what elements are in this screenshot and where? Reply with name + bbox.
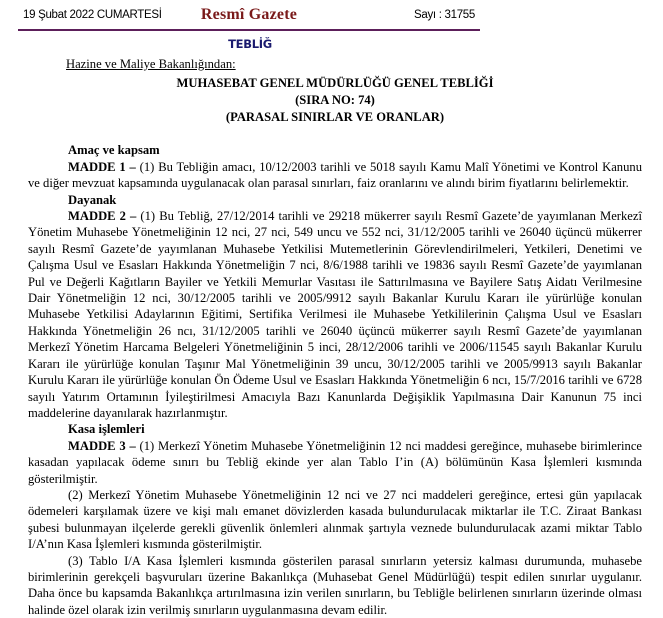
- section-heading: Dayanak: [68, 192, 117, 207]
- article-paragraph: [28, 208, 642, 421]
- issue-number: Sayı : 31755: [414, 9, 475, 21]
- title-line: (SIRA NO: 74): [295, 93, 375, 108]
- article-text: (1) Merkezî Yönetim Muhasebe Yönetmeliğinin 12 nci maddesi gereğince, muhasebe birimlerince kasadan yapılacak ödeme sınırı bu Tebliğ ekinde yer alan Tablo I’in (A) bölümünün Kasa İşlemleri kısmında gösterilmiştir.: [28, 438, 642, 486]
- article-text: (1) Bu Tebliğin amacı, 10/12/2003 tarihli ve 5018 sayılı Kamu Malî Yönetimi ve Kontrol Kanunu ve diğer mevzuat kapsamında uygulanacak olan parasal sınırları, faiz oranlarını ve alındı birim fiyatlarını belirlemektir.: [28, 159, 642, 191]
- title-line: MUHASEBAT GENEL MÜDÜRLÜĞÜ GENEL TEBLİĞİ: [176, 76, 494, 91]
- article-text: (1) Bu Tebliğ, 27/12/2014 tarihli ve 29218 mükerrer sayılı Resmî Gazete’de yayımlanan Merkezî Yönetim Muhasebe Yönetmeliğinin 12 nci, 27 nci, 549 uncu ve 552 nci, 31/12/2005 tarihli ve 26040 üçüncü mükerrer sayılı Resmî Gazete’de yayımlanan Muhasebe Yetkilisi Mutemetlerinin Görevlendirilmeleri, Yetkileri, Denetimi ve Çalışma Usul ve Esasları Hakkında Yönetmeliğin 7 nci, 8/6/1988 tarihli ve 19836 sayılı Resmî Gazete’de yayımlanan Pul ve Değerli Kağıtların Bayiler ve Yetkili Memurlar Vasıtası ile Sattırılmasına ve Bayilere Satış Aidatı Verilmesine Dair Yönetmeliğin 12 nci, 30/12/2005 tarihli ve 2005/9912 sayılı Bakanlar Kurulu Kararı ile yürürlüğe konulan Muhasebe Yetkilisi Adaylarının Eğitimi, Sertifika Verilmesi ile Muhasebe Yetkililerinin Çalışma Usul ve Esasları Hakkında Yönetmeliğin 26 ncı, 31/12/2005 tarihli ve 26040 üçüncü mükerrer sayılı Resmî Gazete’de yayımlanan Merkezî Yönetim Harcama Belgeleri Yönetmeliğinin 5 inci, 28/12/2006 tarihli ve 2006/11545 sayılı Bakanlar Kurulu Kararı ile yürürlüğe konulan Taşınır Mal Yönetmeliğinin 39 uncu, 30/12/2005 tarihli ve 2005/9913 sayılı Bakanlar Kurulu Kararı ile yürürlüğe konulan Ön Ödeme Usul ve Esasları Hakkında Yönetmeliğin 6 ncı, 15/7/2016 tarihli ve 6728 sayılı Yatırım Ortamının İyileştirilmesi Amacıyla Bazı Kanunlarda Değişiklik Yapılmasına Dair Kanunun 75 inci maddelerine dayanılarak hazırlanmıştır.: [28, 209, 642, 420]
- gazette-title: Resmî Gazete: [200, 6, 298, 23]
- issue-date: 19 Şubat 2022 CUMARTESİ: [23, 9, 162, 21]
- article-paragraph: [28, 487, 642, 553]
- document-body: [28, 56, 642, 618]
- article-paragraph: [28, 553, 642, 618]
- section-heading: Kasa işlemleri: [68, 422, 145, 437]
- article-text: (2) Merkezî Yönetim Muhasebe Yönetmeliğinin 12 nci ve 27 nci maddeleri gereğince, ertesi gün yapılacak ödemeleri karşılamak üzere ve kişi malı emanet dövizlerden kasada bulundurulacak miktarlar ile T.C. Ziraat Bankası şubesi bulunmayan ilçelerde gerekli güvenlik önlemleri alınmak şartıyla veznede bulundurulacak azami miktar Tablo I/A’nın Kasa İşlemleri kısmında gösterilmiştir.: [28, 487, 642, 552]
- article-label: MADDE 2 –: [68, 209, 137, 224]
- document-title: [28, 75, 642, 126]
- article-text: (3) Tablo I/A Kasa İşlemleri kısmında gösterilen parasal sınırların yetersiz kalması durumunda, muhasebe birimlerinin gerekçeli başvuruları üzerine Bakanlıkça (Muhasebat Genel Müdürlüğü) tespit edilen sınırlar uygulanır. Daha önce bu kapsamda Bakanlıkça artırılmasına izin verilen sınırların, bu Tebliğle belirlenen sınırların üzerinde olması halinde özel olarak izin verilmiş sınırların uygulanmasına devam edilir.: [28, 553, 642, 617]
- gazette-header: [18, 0, 480, 31]
- section-type: TEBLİĞ: [228, 37, 272, 51]
- title-line: (PARASAL SINIRLAR VE ORANLAR): [225, 110, 445, 125]
- ministry-name: Hazine ve Maliye Bakanlığından:: [66, 57, 236, 71]
- article-label: MADDE 3 –: [68, 438, 136, 453]
- article-label: MADDE 1 –: [68, 159, 136, 174]
- article-paragraph: [28, 438, 642, 487]
- article-paragraph: [28, 159, 642, 192]
- section-heading: Amaç ve kapsam: [68, 143, 160, 158]
